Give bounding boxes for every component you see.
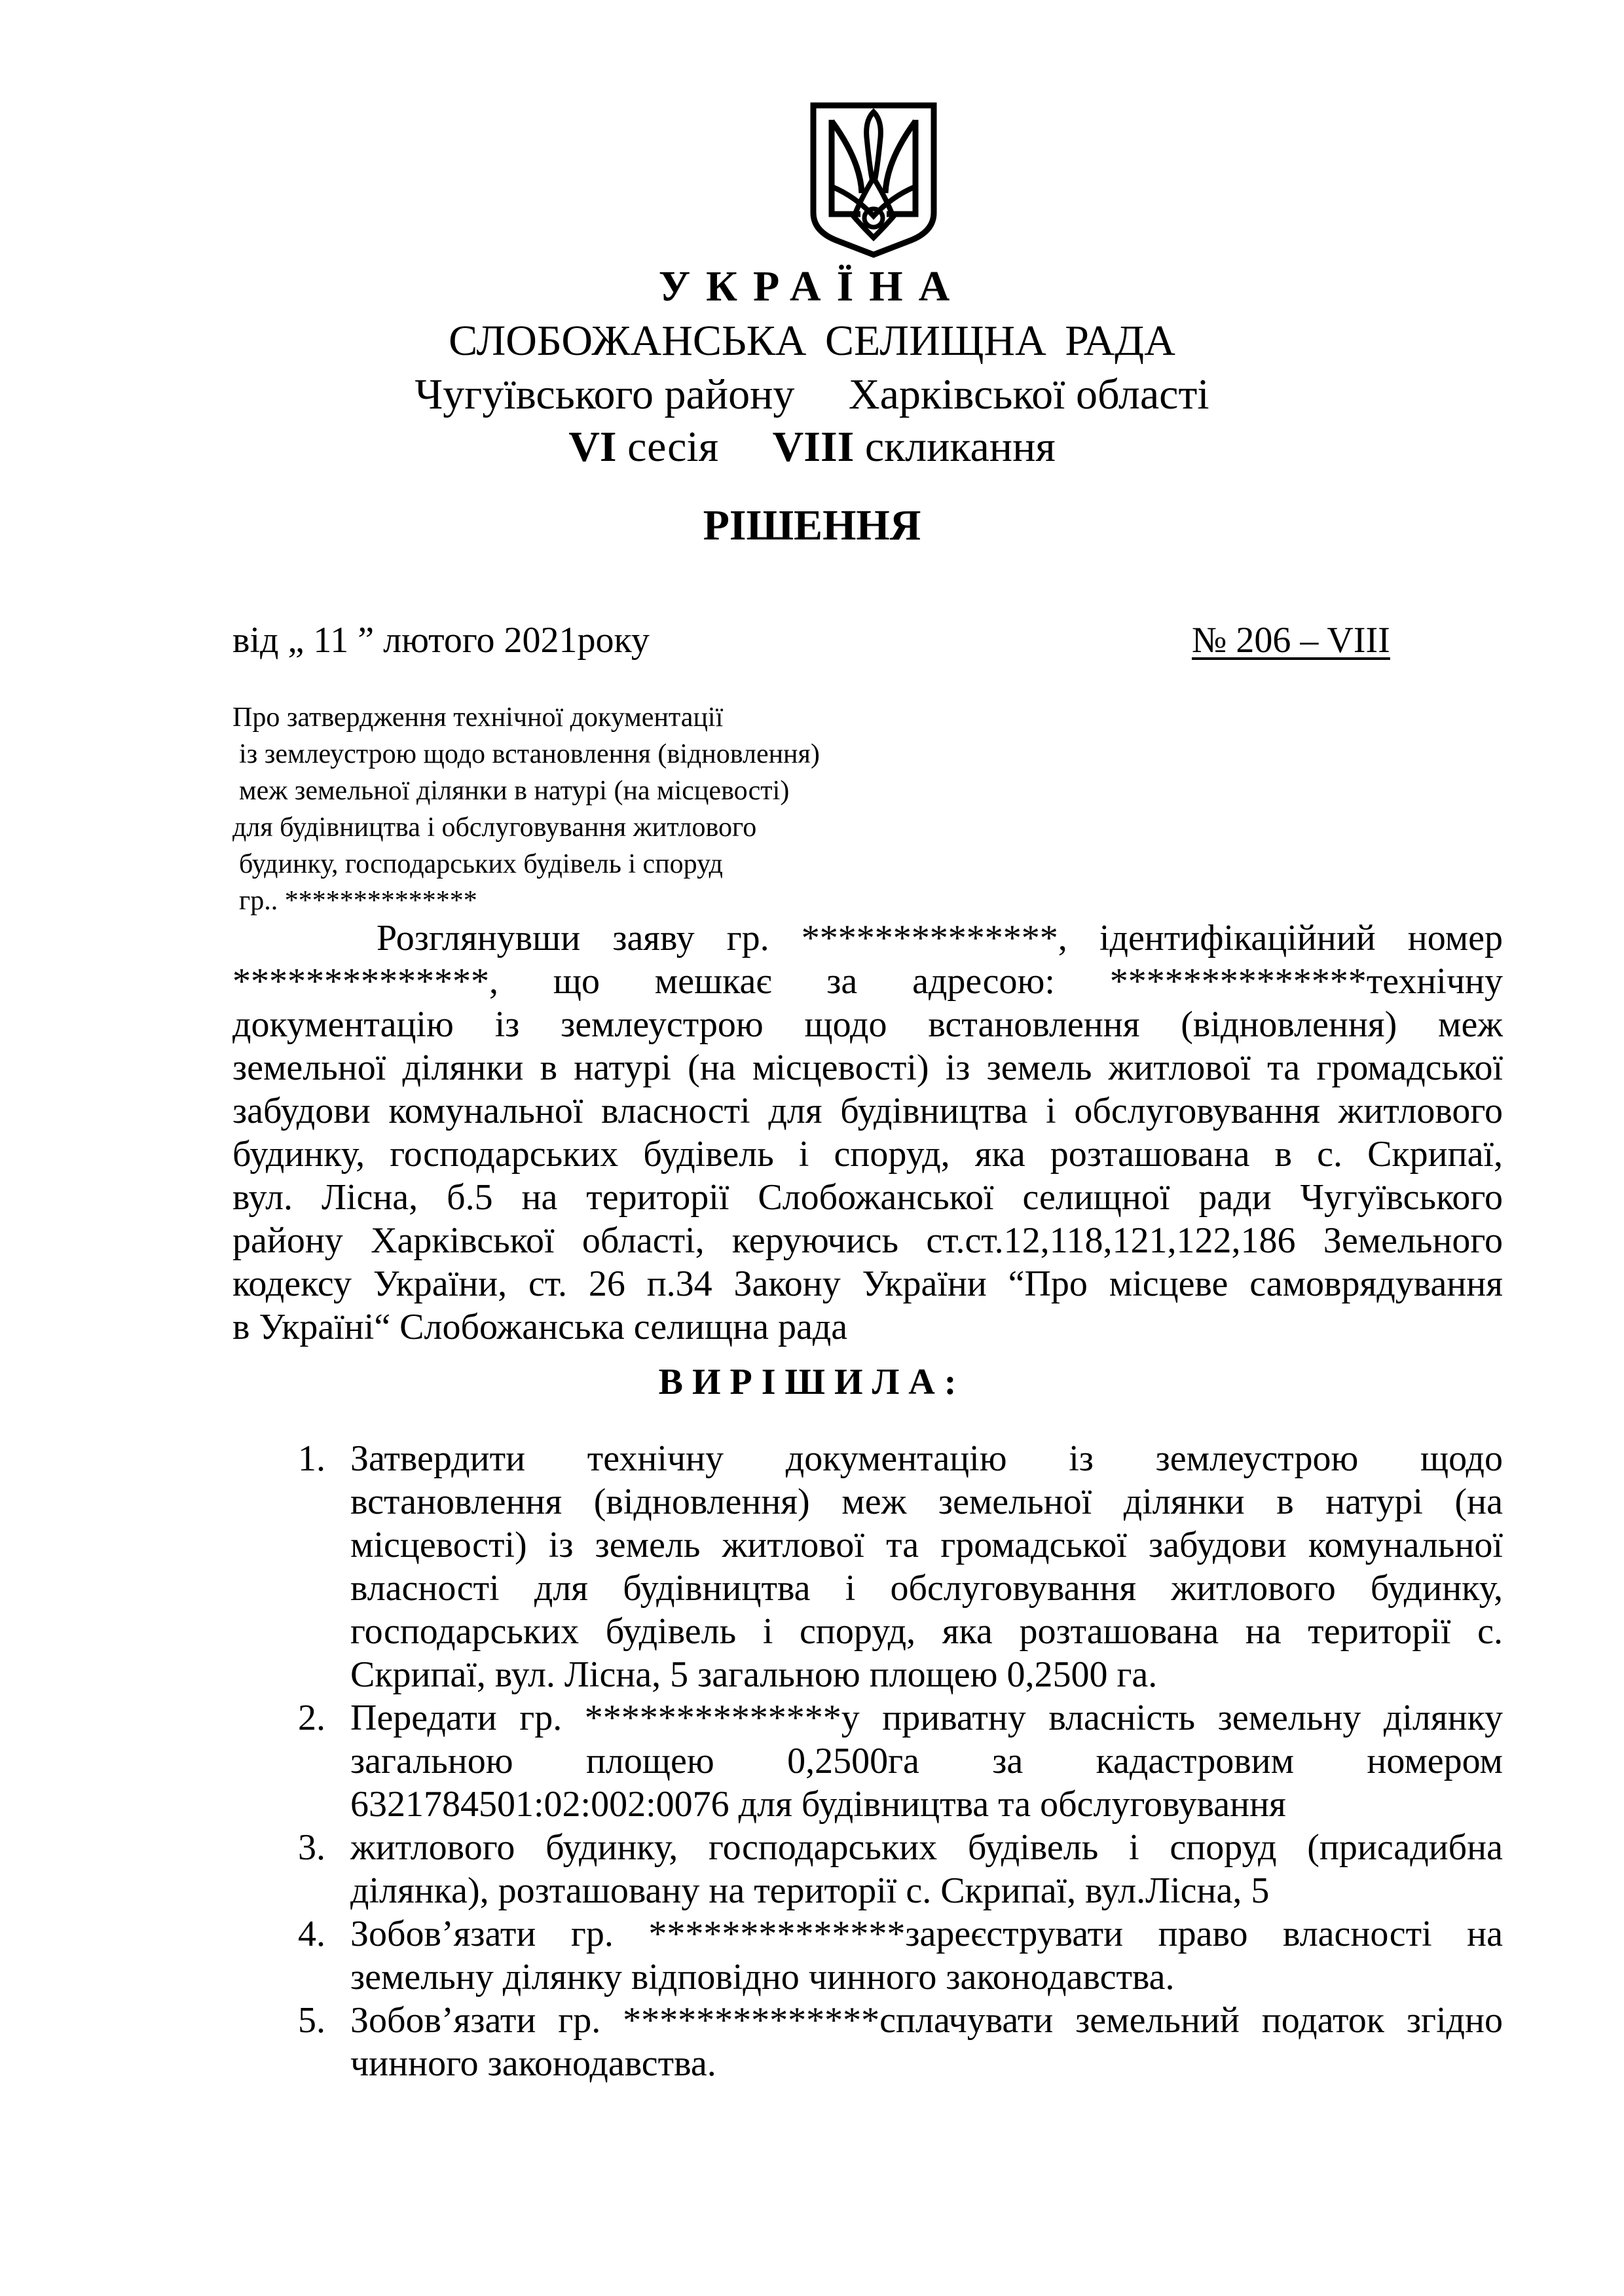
session-word: сесія	[627, 423, 719, 471]
preamble-line: земельної ділянки в натурі (на місцевості) із земель житлової та громадської	[232, 1048, 1503, 1088]
preamble-line: вул. Лісна, б.5 на території Слобожанської селищної ради Чугуївського	[232, 1177, 1503, 1218]
preamble-line: в Україні“ Слобожанська селищна рада	[232, 1307, 848, 1347]
session-number: VI	[568, 423, 617, 471]
item-line: Затвердити технічну документацію із землеустрою щодо	[350, 1438, 1503, 1479]
district-name: Чугуївського району	[415, 371, 795, 418]
decision-item	[298, 1999, 1503, 2085]
item-line: ділянка), розташовану на території с. Скрипаї, вул.Лісна, 5	[350, 1870, 1270, 1911]
preamble-line: будинку, господарських будівель і споруд, яка розташована в с. Скрипаї,	[232, 1134, 1503, 1175]
decision-item	[298, 1437, 1503, 1696]
item-line: Зобов’язати гр. **************зареєструвати право власності на	[350, 1914, 1503, 1954]
subject-line: із землеустрою щодо встановлення (відновлення)	[239, 739, 820, 769]
preamble-paragraph	[232, 917, 1503, 1349]
decision-date: від „ 11 ” лютого 2021року	[232, 620, 650, 661]
item-line: власності для будівництва і обслуговування житлового будинку,	[350, 1568, 1503, 1609]
subject-line: гр.. **************	[239, 886, 477, 916]
item-number: 1.	[298, 1438, 325, 1479]
trident-coat-of-arms-icon	[809, 101, 938, 259]
subject-line: для будівництва і обслуговування житлового	[232, 812, 757, 843]
council-name: СЛОБОЖАНСЬКА СЕЛИЩНА РАДА	[449, 317, 1175, 365]
preamble-line: **************, що мешкає за адресою: **************технічну	[232, 961, 1503, 1002]
item-line: житлового будинку, господарських будівель і споруд (присадибна	[350, 1827, 1503, 1868]
preamble-line: Розглянувши заяву гр. **************, ідентифікаційний номер	[377, 918, 1503, 958]
item-line: земельну ділянку відповідно чинного законодавства.	[350, 1957, 1175, 1997]
subject-line: меж земельної ділянки в натурі (на місцевості)	[239, 776, 790, 806]
subject-line: Про затвердження технічної документації	[232, 702, 724, 733]
item-line: господарських будівель і споруд, яка розташована на території с.	[350, 1611, 1503, 1652]
item-line: місцевості) із земель житлової та громадської забудови комунальної	[350, 1525, 1503, 1565]
item-number: 2.	[298, 1698, 325, 1738]
convocation-number: VIII	[772, 423, 855, 471]
item-line: Передати гр. **************у приватну власність земельну ділянку	[350, 1698, 1503, 1738]
country-title: УКРАЇНА	[658, 263, 966, 310]
region-name: Харківської області	[848, 371, 1209, 418]
preamble-line: документацію із землеустрою щодо встановлення (відновлення) меж	[232, 1004, 1503, 1045]
session-line	[0, 422, 1624, 472]
preamble-line: району Харківської області, керуючись ст.ст.12,118,121,122,186 Земельного	[232, 1220, 1503, 1261]
decision-item	[298, 1696, 1503, 1826]
decision-number: № 206 – VIII	[1192, 620, 1390, 661]
item-line: Скрипаї, вул. Лісна, 5 загальною площею 0,2500 га.	[350, 1654, 1158, 1695]
item-line: встановлення (відновлення) меж земельної ділянки в натурі (на	[350, 1482, 1503, 1522]
item-number: 3.	[298, 1827, 325, 1868]
subject-line: будинку, господарських будівель і споруд	[239, 849, 723, 879]
item-line: чинного законодавства.	[350, 2043, 716, 2084]
subject-block	[232, 699, 820, 919]
preamble-line: кодексу України, ст. 26 п.34 Закону України “Про місцеве самоврядування	[232, 1264, 1503, 1304]
preamble-line: забудови комунальної власності для будівництва і обслуговування житлового	[232, 1091, 1503, 1131]
document-type-title: РІШЕННЯ	[703, 501, 921, 549]
item-line: Зобов’язати гр. **************сплачувати земельний податок згідно	[350, 2000, 1503, 2041]
item-number: 4.	[298, 1914, 325, 1954]
decision-items-list	[298, 1437, 1503, 2085]
item-line: 6321784501:02:002:0076 для будівництва та обслуговування	[350, 1784, 1286, 1825]
item-number: 5.	[298, 2000, 325, 2041]
district-line	[0, 370, 1624, 420]
resolved-heading: ВИРІШИЛА:	[658, 1362, 966, 1402]
decision-item	[298, 1826, 1503, 1912]
convocation-word: скликання	[864, 423, 1056, 471]
item-line: загальною площею 0,2500га за кадастровим номером	[350, 1741, 1503, 1781]
decision-item	[298, 1912, 1503, 1999]
